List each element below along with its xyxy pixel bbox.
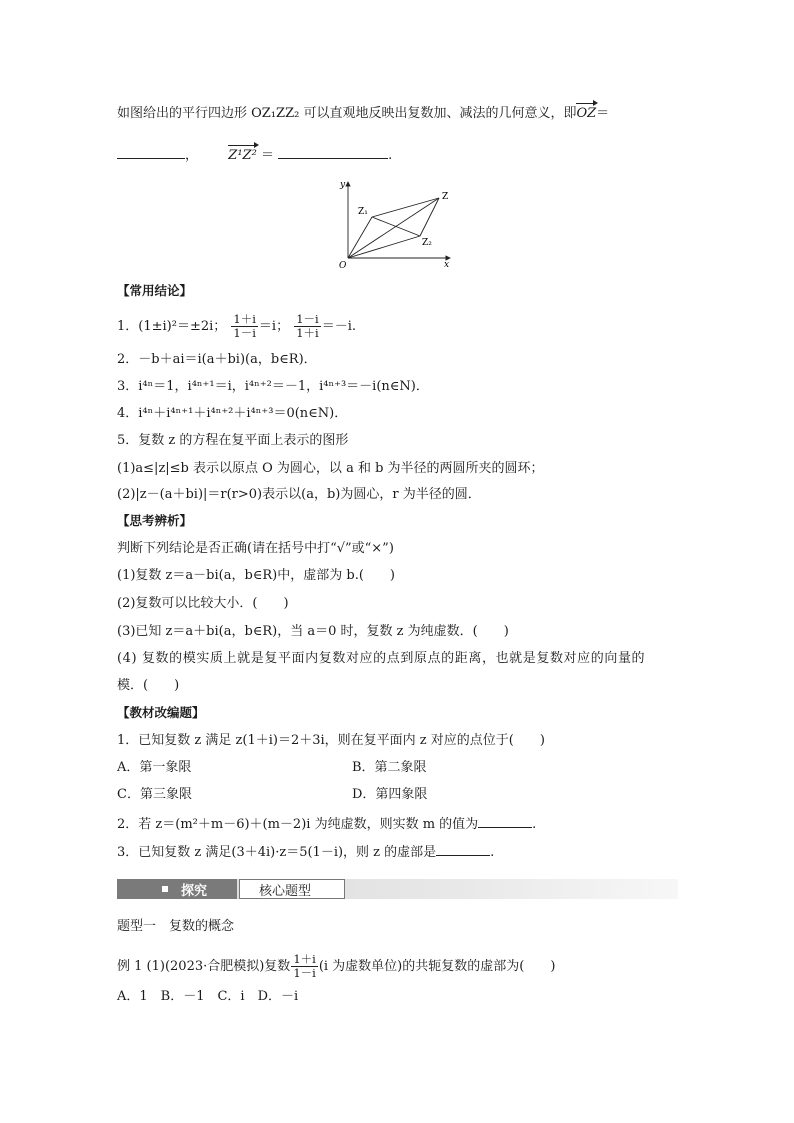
- common-item-3: 3．i⁴ⁿ＝1，i⁴ⁿ⁺¹＝i，i⁴ⁿ⁺²＝－1，i⁴ⁿ⁺³＝－i(n∈N)．: [117, 379, 429, 394]
- common-item-5-2: (2)|z－(a＋bi)|＝r(r>0)表示以(a，b)为圆心，r 为半径的圆．: [117, 487, 481, 502]
- judge-item-1: (1)复数 z＝a－bi(a，b∈R)中，虚部为 b.( ): [117, 568, 395, 583]
- common-item-5-1: (1)a≤|z|≤b 表示以原点 O 为圆心，以 a 和 b 为半径的两圆所夹的圆环；: [117, 461, 544, 476]
- answer-blank: [117, 146, 185, 159]
- section-heading-common: 【常用结论】: [117, 283, 193, 298]
- square-bullet-icon: [162, 886, 168, 892]
- parallelogram-figure: [338, 178, 458, 270]
- label-z: Z: [442, 192, 449, 202]
- example-1-options: A．1 B．－1 C．i D．－i: [117, 989, 299, 1004]
- fraction: $\frac{1+i}{1-i}$: [293, 952, 316, 980]
- answer-blank: [278, 146, 388, 159]
- section-heading-textbook: 【教材改编题】: [117, 705, 205, 720]
- section-banner: [117, 879, 678, 899]
- option-a: A．第一象限: [117, 760, 192, 775]
- judge-item-4-cont: 模．( ): [117, 678, 180, 693]
- intro-line-2: ， Z¹Z² ＝ .: [117, 146, 392, 164]
- edge-z2z: [420, 198, 439, 236]
- banner-tag-bg: [117, 879, 237, 899]
- label-o: O: [339, 261, 347, 270]
- textbook-q3: 3．已知复数 z 满足(3＋4i)·z＝5(1－i)，则 z 的虚部是 .: [117, 845, 495, 860]
- banner-title: 核心题型: [259, 884, 312, 899]
- label-z1: Z₁: [358, 207, 368, 217]
- label-y: y: [340, 180, 346, 190]
- common-item-1: 1．(1±i)²＝±2i； $\frac{1+i}{1-i}$ ＝i； $\frac{1-i}{1+i}$ ＝－i.: [117, 312, 357, 340]
- textbook-q1: 1．已知复数 z 满足 z(1＋i)＝2＋3i，则在复平面内 z 对应的点位于( ): [117, 733, 545, 748]
- option-c: C．第三象限: [117, 787, 192, 802]
- answer-blank: [436, 843, 490, 856]
- fraction: $\frac{1+i}{1-i}$: [233, 312, 256, 340]
- option-d: D．第四象限: [352, 787, 428, 802]
- judge-item-4: (4) 复数的模实质上就是复平面内复数对应的点到原点的距离，也就是复数对应的向量的: [117, 651, 646, 666]
- judge-item-3: (3)已知 z＝a＋bi(a，b∈R)，当 a＝0 时，复数 z 为纯虚数．( ): [117, 624, 509, 639]
- example-1: 例 1 (1)(2023·合肥模拟)复数 $\frac{1+i}{1-i}$ (i 为虚数单位)的共轭复数的虚部为( ): [117, 952, 556, 980]
- answer-blank: [478, 815, 532, 828]
- common-item-4: 4．i⁴ⁿ＋i⁴ⁿ⁺¹＋i⁴ⁿ⁺²＋i⁴ⁿ⁺³＝0(n∈N)．: [117, 406, 348, 421]
- intro-line-1: 如图给出的平行四边形 OZ₁ZZ₂ 可以直观地反映出复数加、减法的几何意义，即OZ＝: [117, 106, 610, 121]
- common-item-2: 2．－b＋ai＝i(a＋bi)(a，b∈R)．: [117, 352, 317, 367]
- label-z2: Z₂: [422, 238, 432, 248]
- textbook-q2: 2．若 z＝(m²＋m－6)＋(m－2)i 为纯虚数，则实数 m 的值为 .: [117, 817, 537, 832]
- topic-title: 题型一 复数的概念: [117, 919, 235, 934]
- common-item-5: 5．复数 z 的方程在复平面上表示的图形: [117, 433, 349, 448]
- banner-tag: 探究: [181, 884, 208, 899]
- option-b: B．第二象限: [352, 760, 427, 775]
- vector-z1z2: Z¹Z²: [228, 148, 257, 163]
- fraction: $\frac{1-i}{1+i}$: [296, 312, 319, 340]
- judge-item-2: (2)复数可以比较大小．( ): [117, 596, 289, 611]
- diagonal-z1z2: [372, 217, 420, 236]
- judge-intro: 判断下列结论是否正确(请在括号中打“√”或“×”): [117, 541, 394, 556]
- section-heading-judge: 【思考辨析】: [117, 513, 193, 528]
- vector-oz: OZ: [576, 106, 597, 121]
- label-x: x: [444, 260, 450, 270]
- edge-z1z: [372, 198, 439, 217]
